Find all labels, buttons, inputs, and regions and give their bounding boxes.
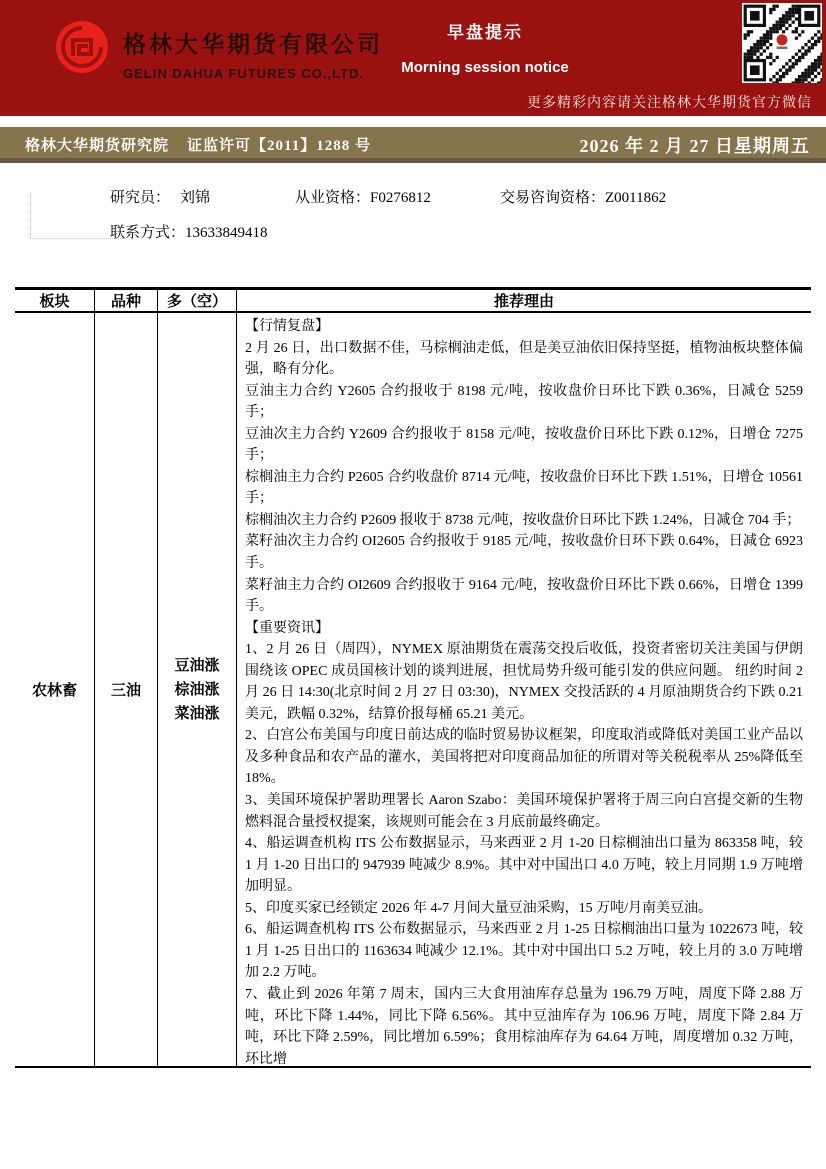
reason-paragraph: 7、截止到 2026 年第 7 周末，国内三大食用油库存总量为 196.79 万吨，周度下降 2.88 万吨，环比下降 1.44%，同比下降 6.56%。其中豆油库存为 106.96 万吨，周度下降 2.84 万吨，环比下降 2.59%，同比增加 6.59%；食用棕油库存为 64.64 万吨，周度增加 0.32 万吨，环比增 (245, 986, 803, 1066)
wechat-note: 更多精彩内容请关注格林大华期货官方微信 (527, 96, 812, 111)
company-logo-icon (55, 20, 109, 74)
reason-paragraph: 棕榈油次主力合约 P2609 报收于 8738 元/吨，按收盘价日环比下跌 1.24%，日减仓 704 手； (245, 512, 801, 528)
company-name-en: GELIN DAHUA FUTURES CO.,LTD. (123, 66, 365, 81)
reason-paragraph: 2、白宫公布美国与印度日前达成的临时贸易协议框架，印度取消或降低对美国工业产品以及多种食品和农产品的灌水，美国将把对印度商品加征的所谓对等关税税率从 25%降低至 18%。 (245, 728, 803, 787)
header-reason: 推荐理由 (493, 294, 554, 310)
report-date: 2026 年 2 月 27 日星期周五 (579, 136, 810, 156)
direction-line-3: 菜油涨 (174, 705, 220, 722)
company-name-cn: 格林大华期货有限公司 (123, 32, 383, 57)
reason-paragraph: 【重要资讯】 (245, 620, 329, 636)
qualification-label: 从业资格： (295, 190, 371, 206)
qualification-value: F0276812 (370, 190, 431, 206)
researcher-name: 刘锦 (180, 190, 211, 206)
institute-license (25, 134, 371, 155)
reason-paragraph: 豆油次主力合约 Y2609 合约报收于 8158 元/吨，按收盘价日环比下跌 0.12%，日增仓 7275 手； (245, 426, 803, 464)
reason-paragraph: 1、2 月 26 日（周四），NYMEX 原油期货在震荡交投后收低，投资者密切关注美国与伊朗围绕该 OPEC 成员国核计划的谈判进展，担忧局势升级可能引发的供应问题。 纽约时间 2 月 26 日 14:30(北京时间 2 月 27 日 03:30)，NYMEX 交投活跃的 4 月原油期货合约下跌 0.21 美元，跌幅 0.32%，结算价报每桶 65.21 美元。 (245, 642, 803, 722)
consult-value: Z0011862 (605, 190, 667, 206)
cell-direction (158, 313, 237, 1066)
qualification-field (295, 186, 431, 207)
consult-field (500, 186, 666, 207)
notice-title-en: Morning session notice (401, 59, 569, 76)
header-sector: 板块 (15, 290, 95, 311)
reason-paragraph: 6、船运调查机构 ITS 公布数据显示，马来西亚 2 月 1-25 日棕榈油出口量为 1022673 吨，较 1 月 1-25 日出口的 1163634 吨减少 12.1%。其中对中国出口 5.2 万吨，较上月的 3.0 万吨增加 2.2 万吨。 (245, 922, 803, 981)
institute-name: 格林大华期货研究院 (25, 138, 170, 154)
consult-label: 交易咨询资格： (500, 190, 606, 206)
notice-title-cn: 早盘提示 (447, 23, 523, 42)
reason-paragraph: 菜籽油次主力合约 OI2605 合约报收于 9185 元/吨，按收盘价日环下跌 0.64%，日减仓 6923 手。 (245, 534, 803, 572)
notice-title-block (375, 18, 595, 76)
header-variety: 品种 (95, 290, 158, 311)
reason-paragraph: 【行情复盘】 (245, 319, 329, 334)
contact-field (110, 221, 268, 242)
reason-paragraph: 5、印度买家已经锁定 2026 年 4-7 月间大量豆油采购，15 万吨/月南美豆油。 (245, 900, 713, 916)
contact-value: 13633849418 (185, 225, 268, 241)
researcher-label: 研究员： (110, 190, 171, 206)
reason-paragraph: 菜籽油主力合约 OI2609 合约报收于 9164 元/吨，按收盘价日环比下跌 0.66%，日增仓 1399 手。 (245, 577, 803, 615)
direction-line-2: 棕油涨 (174, 681, 220, 698)
cell-reason (237, 313, 811, 1066)
institute-bar (0, 127, 826, 163)
table-header-row (15, 290, 811, 313)
cell-sector: 农林畜 (15, 313, 95, 1066)
direction-line-1: 豆油涨 (174, 657, 220, 674)
table-row (15, 313, 811, 1066)
company-name-block (123, 26, 383, 81)
researcher-field (110, 186, 210, 207)
reason-paragraph: 豆油主力合约 Y2605 合约报收于 8198 元/吨，按收盘价日环比下跌 0.36%，日减仓 5259 手； (245, 383, 803, 421)
recommendation-table (15, 287, 811, 1068)
reason-paragraph: 4、船运调查机构 ITS 公布数据显示，马来西亚 2 月 1-20 日棕榈油出口量为 863358 吨，较 1 月 1-20 日出口的 947939 吨减少 8.9%。其中对中国出口 4.0 万吨，较上月同期 1.9 万吨增加明显。 (245, 836, 803, 895)
dotted-guide-vertical (30, 193, 31, 238)
license-number: 证监许可【2011】1288 号 (187, 138, 371, 154)
qr-code (742, 3, 822, 83)
reason-paragraph: 2 月 26 日，出口数据不佳，马棕榈油走低，但是美豆油依旧保持坚挺，植物油板块整体偏强，略有分化。 (245, 340, 803, 378)
cell-variety: 三油 (95, 313, 158, 1066)
header-banner (0, 0, 826, 116)
qr-center-emblem (774, 33, 790, 52)
reason-paragraph: 3、美国环境保护署助理署长 Aaron Szabo：美国环境保护署将于周三向白宫提交新的生物燃料混合量授权提案，该规则可能会在 3 月底前最终确定。 (245, 793, 803, 830)
contact-label: 联系方式： (110, 225, 186, 241)
reason-paragraph: 棕榈油主力合约 P2605 合约收盘价 8714 元/吨，按收盘价日环比下跌 1.51%，日增仓 10561 手； (245, 469, 803, 507)
header-direction: 多（空） (158, 290, 237, 311)
